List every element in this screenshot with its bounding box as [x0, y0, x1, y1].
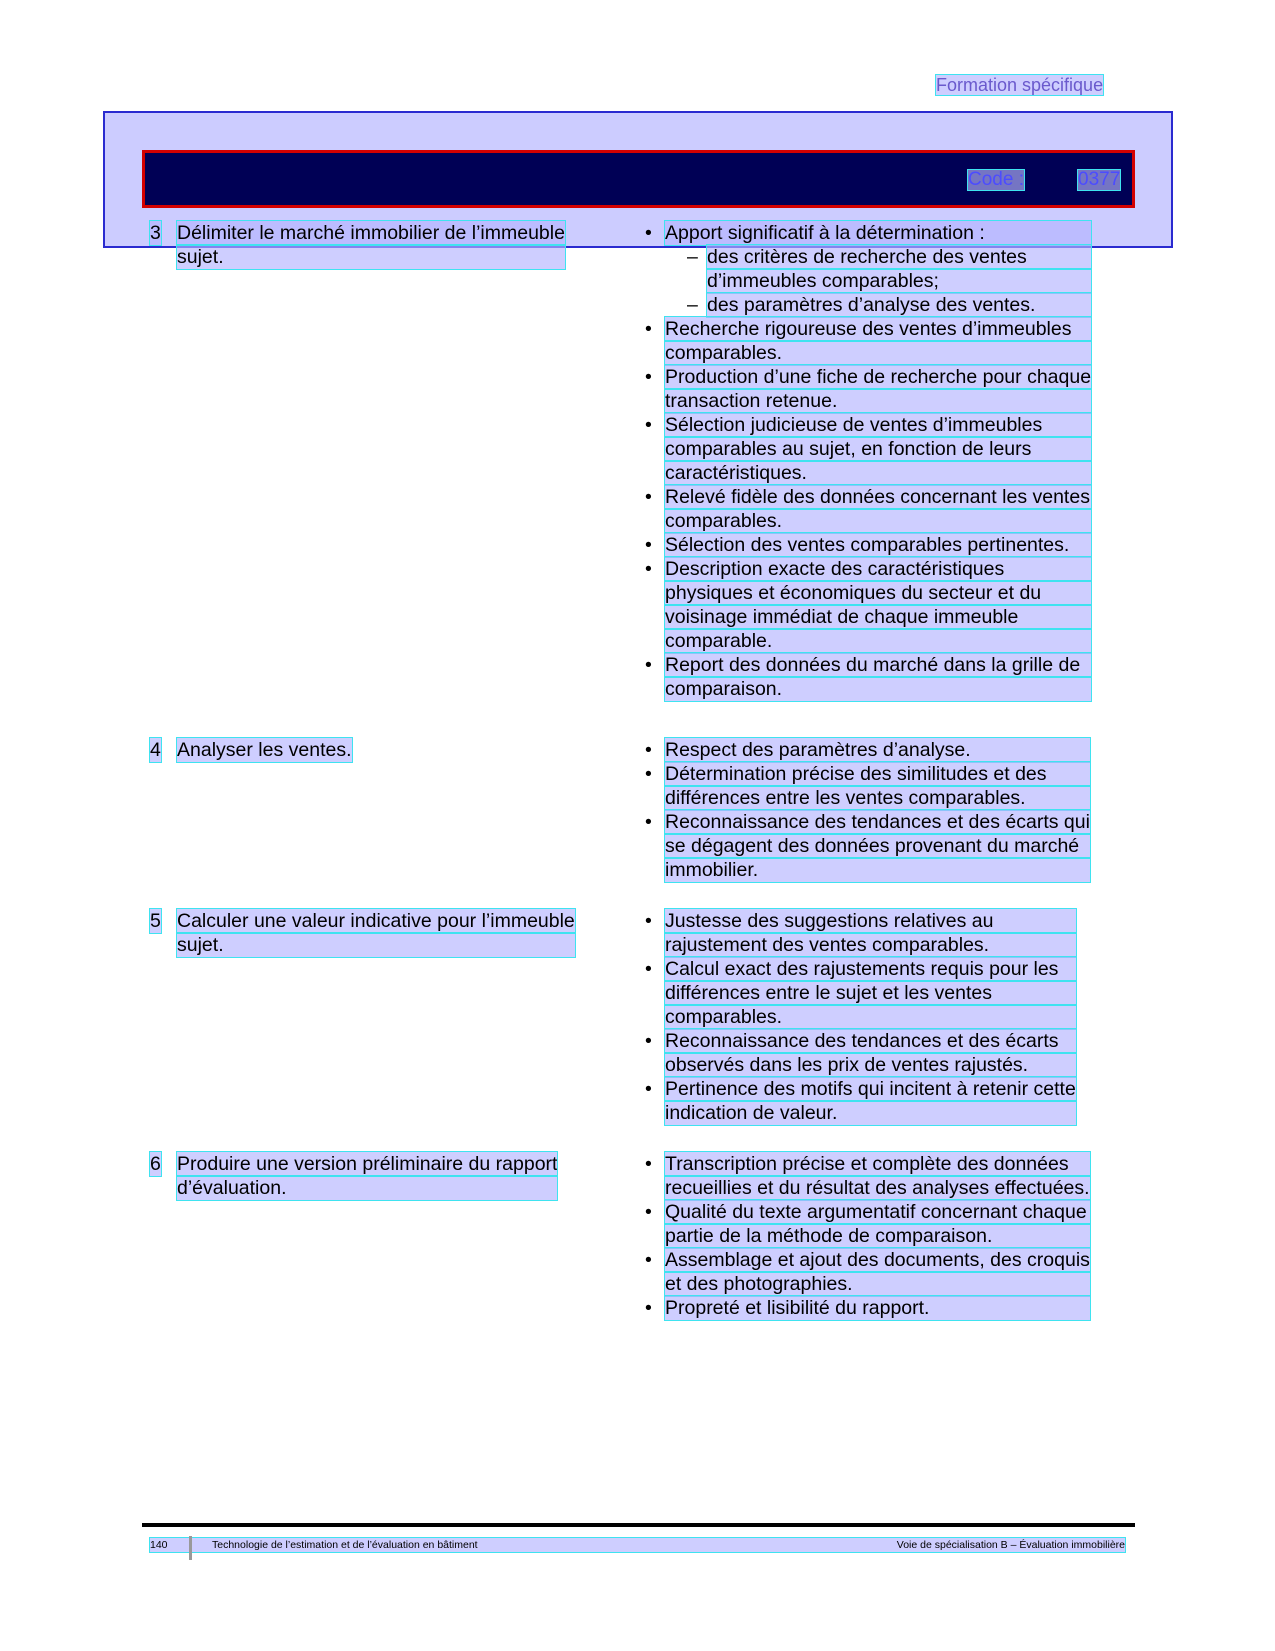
- bullet-icon: •: [645, 1078, 652, 1100]
- criterion-line: Respect des paramètres d’analyse.: [665, 738, 1090, 762]
- criterion-item: [645, 1200, 1090, 1248]
- bullet-icon: •: [645, 318, 652, 340]
- criterion-line: Pertinence des motifs qui incitent à retenir cette: [665, 1078, 1076, 1100]
- footer-title: Technologie de l’estimation et de l’évaluation en bâtiment: [212, 1539, 478, 1551]
- competency-text-line: Calculer une valeur indicative pour l’immeuble: [177, 910, 575, 932]
- competency-text-line: sujet.: [177, 933, 575, 957]
- bullet-icon: •: [645, 739, 652, 761]
- criterion-item: [645, 1029, 1076, 1077]
- criterion-line: transaction retenue.: [665, 389, 1091, 413]
- bullet-icon: •: [645, 1249, 652, 1271]
- criteria-list-4: [645, 738, 1090, 882]
- criterion-line: Détermination précise des similitudes et des: [665, 762, 1090, 786]
- criteria-list-3: [645, 221, 1091, 701]
- bullet-icon: •: [645, 811, 652, 833]
- bullet-icon: •: [645, 1297, 652, 1319]
- bullet-icon: •: [645, 558, 652, 580]
- criterion-line: différences entre le sujet et les ventes: [665, 981, 1076, 1005]
- dash-icon: –: [687, 246, 698, 268]
- criterion-line: Sélection judicieuse de ventes d’immeubles: [665, 413, 1091, 437]
- criterion-item: [645, 485, 1091, 533]
- competency-number: 4: [150, 739, 161, 761]
- criterion-line: immobilier.: [665, 858, 1090, 882]
- criterion-item: [645, 1152, 1090, 1200]
- bullet-icon: •: [645, 654, 652, 676]
- competency-text-line: d’évaluation.: [177, 1176, 557, 1200]
- bullet-icon: •: [645, 486, 652, 508]
- criterion-line: Recherche rigoureuse des ventes d’immeubles: [665, 317, 1091, 341]
- bullet-icon: •: [645, 958, 652, 980]
- criterion-line: différences entre les ventes comparables.: [665, 786, 1090, 810]
- criterion-line: comparables.: [665, 509, 1091, 533]
- bullet-icon: •: [645, 366, 652, 388]
- criterion-item: [645, 1077, 1076, 1125]
- criterion-line: et des photographies.: [665, 1272, 1090, 1296]
- bullet-icon: •: [645, 222, 652, 244]
- criteria-list-6: [645, 1152, 1090, 1320]
- criterion-item: [645, 810, 1090, 882]
- criterion-line: Assemblage et ajout des documents, des croquis: [665, 1249, 1090, 1271]
- criterion-item: [645, 365, 1091, 413]
- criterion-line: Reconnaissance des tendances et des écarts: [665, 1029, 1076, 1053]
- criterion-line: Relevé fidèle des données concernant les ventes: [665, 486, 1090, 508]
- sub-criterion-line: d’immeubles comparables;: [707, 269, 1091, 293]
- competency-text-line: Produire une version préliminaire du rapport: [177, 1153, 558, 1175]
- competency-number: 6: [150, 1153, 161, 1175]
- criterion-line: Propreté et lisibilité du rapport.: [665, 1296, 1090, 1320]
- criterion-item: [645, 957, 1076, 1029]
- criterion-item: [645, 317, 1091, 365]
- criterion-item: [645, 909, 1076, 957]
- criterion-line: Calcul exact des rajustements requis pour les: [665, 957, 1076, 981]
- criterion-line: rajustement des ventes comparables.: [665, 933, 1076, 957]
- page-footer: [150, 1538, 1125, 1552]
- footer-rule: [142, 1523, 1135, 1527]
- code-label: Code :: [968, 169, 1024, 190]
- criterion-item: [645, 738, 1090, 762]
- criterion-item: [645, 1296, 1090, 1320]
- criterion-line: voisinage immédiat de chaque immeuble: [665, 605, 1091, 629]
- criterion-line: partie de la méthode de comparaison.: [665, 1224, 1090, 1248]
- criterion-line: Production d’une fiche de recherche pour chaque: [665, 366, 1092, 388]
- competency-text-line: Analyser les ventes.: [177, 739, 352, 761]
- footer-section: Voie de spécialisation B – Évaluation immobilière: [896, 1539, 1125, 1551]
- criterion-line: comparables.: [665, 1005, 1076, 1029]
- bullet-icon: •: [645, 910, 652, 932]
- bullet-icon: •: [645, 1201, 652, 1223]
- competency-number: 3: [150, 222, 161, 244]
- code-value: 0377: [1078, 169, 1121, 190]
- sub-criterion-line: des paramètres d’analyse des ventes.: [707, 293, 1091, 317]
- footer-separator: [189, 1536, 192, 1560]
- criteria-list-5: [645, 909, 1076, 1125]
- criterion-item: [645, 557, 1091, 653]
- criterion-item: [645, 221, 1091, 317]
- criterion-line: comparables.: [665, 341, 1091, 365]
- criterion-line: caractéristiques.: [665, 461, 1091, 485]
- criterion-line: Reconnaissance des tendances et des écarts qui: [665, 811, 1090, 833]
- competency-text-line: sujet.: [177, 245, 565, 269]
- bullet-icon: •: [645, 414, 652, 436]
- competency-text-line: Délimiter le marché immobilier de l’immeuble: [177, 222, 565, 244]
- criterion-line: Transcription précise et complète des données: [665, 1152, 1090, 1176]
- criterion-item: [645, 653, 1091, 701]
- bullet-icon: •: [645, 1030, 652, 1052]
- competency-number: 5: [150, 910, 161, 932]
- criterion-line: Apport significatif à la détermination :: [665, 221, 1091, 245]
- bullet-icon: •: [645, 534, 652, 556]
- sub-criterion-line: des critères de recherche des ventes: [707, 245, 1091, 269]
- criterion-item: [645, 533, 1091, 557]
- bullet-icon: •: [645, 763, 652, 785]
- criterion-item: [645, 413, 1091, 485]
- page-header-label: Formation spécifique: [936, 75, 1104, 95]
- sub-criterion-item: [665, 245, 1091, 293]
- criterion-line: se dégagent des données provenant du marché: [665, 834, 1090, 858]
- criterion-line: Justesse des suggestions relatives au: [665, 909, 1076, 933]
- dash-icon: –: [687, 294, 698, 316]
- criterion-line: Sélection des ventes comparables pertinentes.: [665, 533, 1091, 557]
- criterion-line: physiques et économiques du secteur et du: [665, 581, 1091, 605]
- criterion-item: [645, 762, 1090, 810]
- footer-page-number: 140: [150, 1539, 168, 1551]
- sub-criterion-item: [665, 293, 1091, 317]
- criterion-line: comparables au sujet, en fonction de leurs: [665, 437, 1091, 461]
- bullet-icon: •: [645, 1153, 652, 1175]
- criterion-line: Qualité du texte argumentatif concernant chaque: [665, 1200, 1090, 1224]
- criterion-line: comparaison.: [665, 677, 1091, 701]
- criterion-line: Description exacte des caractéristiques: [665, 557, 1091, 581]
- criterion-line: indication de valeur.: [665, 1101, 1076, 1125]
- criterion-line: comparable.: [665, 629, 1091, 653]
- criterion-line: observés dans les prix de ventes rajustés.: [665, 1053, 1076, 1077]
- criterion-line: Report des données du marché dans la grille de: [665, 653, 1091, 677]
- criterion-item: [645, 1248, 1090, 1296]
- criterion-line: recueillies et du résultat des analyses effectuées.: [665, 1177, 1090, 1199]
